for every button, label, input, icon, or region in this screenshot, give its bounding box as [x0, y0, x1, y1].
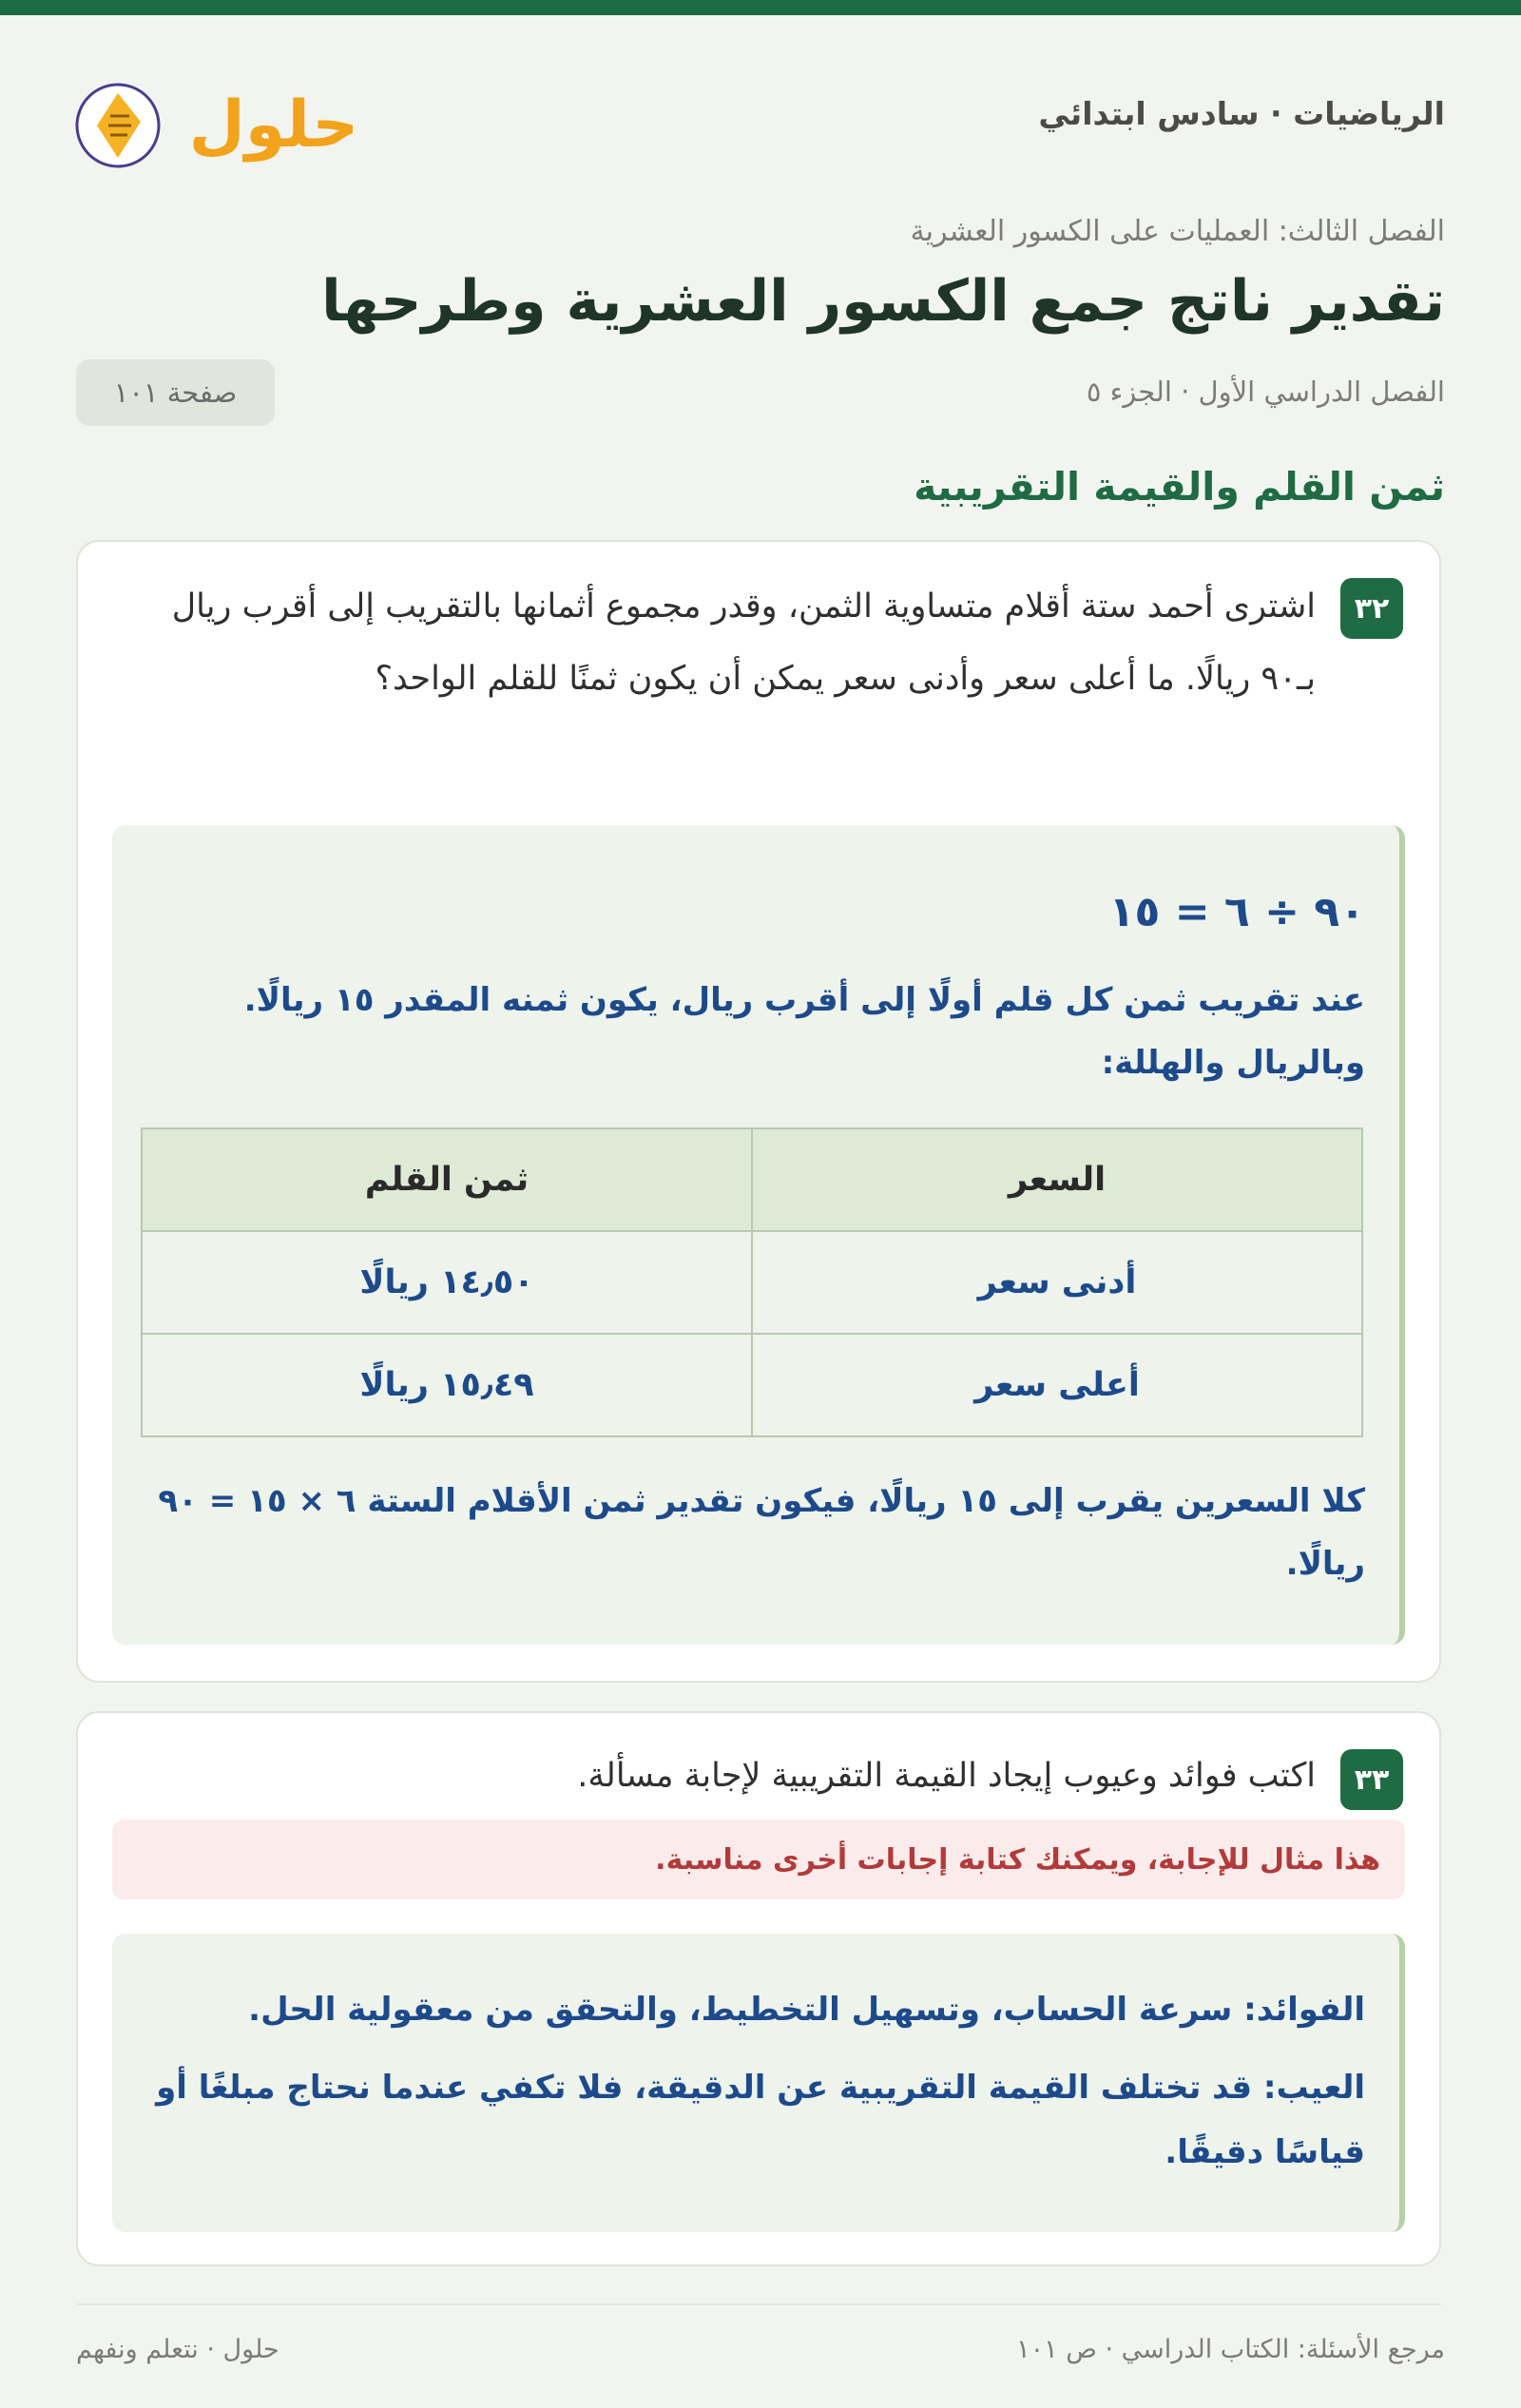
subject-grade: الرياضيات · سادس ابتدائي — [1038, 95, 1445, 132]
semester-label: الفصل الدراسي الأول · الجزء ٥ — [1086, 376, 1445, 408]
table-row — [142, 1231, 1362, 1334]
question-card-33 — [76, 1711, 1441, 2266]
answer-drawback: العيب: قد تختلف القيمة التقريبية عن الدقيقة، فلا تكفي عندما نحتاج مبلغًا أو قياسًا دقيقًا. — [156, 2069, 1365, 2171]
hulul-logo[interactable] — [74, 59, 359, 173]
table-cell: أدنى سعر — [752, 1231, 1362, 1334]
footer-brand: حلول · نتعلم ونفهم — [76, 2335, 279, 2364]
answer-line: عند تقريب ثمن كل قلم أولًا إلى أقرب ريال، يكون ثمنه المقدر ١٥ ريالًا. — [243, 981, 1365, 1019]
chapter-label: الفصل الثالث: العمليات على الكسور العشرية — [910, 215, 1445, 248]
answer-box — [112, 825, 1405, 1645]
section-title: ثمن القلم والقيمة التقريبية — [914, 464, 1445, 510]
page-number-badge: صفحة ١٠١ — [76, 359, 275, 426]
question-card-32 — [76, 540, 1441, 1683]
table-row — [142, 1334, 1362, 1436]
footer-reference: مرجع الأسئلة: الكتاب الدراسي · ص ١٠١ — [1016, 2335, 1445, 2364]
answer-box — [112, 1934, 1405, 2232]
answer-conclusion: كلا السعرين يقرب إلى ١٥ ريالًا، فيكون تقدير ثمن الأقلام الستة ٦ × ١٥ = ٩٠ ريالًا. — [158, 1482, 1365, 1583]
table-header-cell: السعر — [752, 1128, 1362, 1231]
table-cell: ١٤٫٥٠ ريالًا — [142, 1231, 752, 1334]
table-header-cell: ثمن القلم — [142, 1128, 752, 1231]
question-text: اشترى أحمد ستة أقلام متساوية الثمن، وقدر مجموع أثمانها بالتقريب إلى أقرب ريال بـ٩٠ ريالًا. ما أعلى سعر وأدنى سعر يمكن أن يكون ثمنًا للقلم الواحد؟ — [171, 588, 1316, 698]
table-header-row — [142, 1128, 1362, 1231]
price-table — [141, 1127, 1363, 1437]
page-title: تقدير ناتج جمع الكسور العشرية وطرحها — [321, 268, 1445, 335]
table-cell: ١٥٫٤٩ ريالًا — [142, 1334, 752, 1436]
answer-line: وبالريال والهللة: — [1101, 1044, 1365, 1082]
top-accent-bar — [0, 0, 1521, 15]
question-text: اكتب فوائد وعيوب إيجاد القيمة التقريبية لإجابة مسألة. — [577, 1757, 1316, 1795]
question-number-badge: ٣٢ — [1340, 578, 1403, 639]
logo-wordmark: حلول — [188, 87, 359, 163]
answer-benefits: الفوائد: سرعة الحساب، وتسهيل التخطيط، والتحقق من معقولية الحل. — [248, 1991, 1365, 2029]
question-number-badge: ٣٣ — [1340, 1749, 1403, 1810]
answer-equation: ٩٠ ÷ ٦ = ١٥ — [1108, 888, 1365, 936]
table-cell: أعلى سعر — [752, 1334, 1362, 1436]
example-answer-note: هذا مثال للإجابة، ويمكنك كتابة إجابات أخرى مناسبة. — [112, 1820, 1405, 1899]
footer-divider — [76, 2303, 1441, 2305]
